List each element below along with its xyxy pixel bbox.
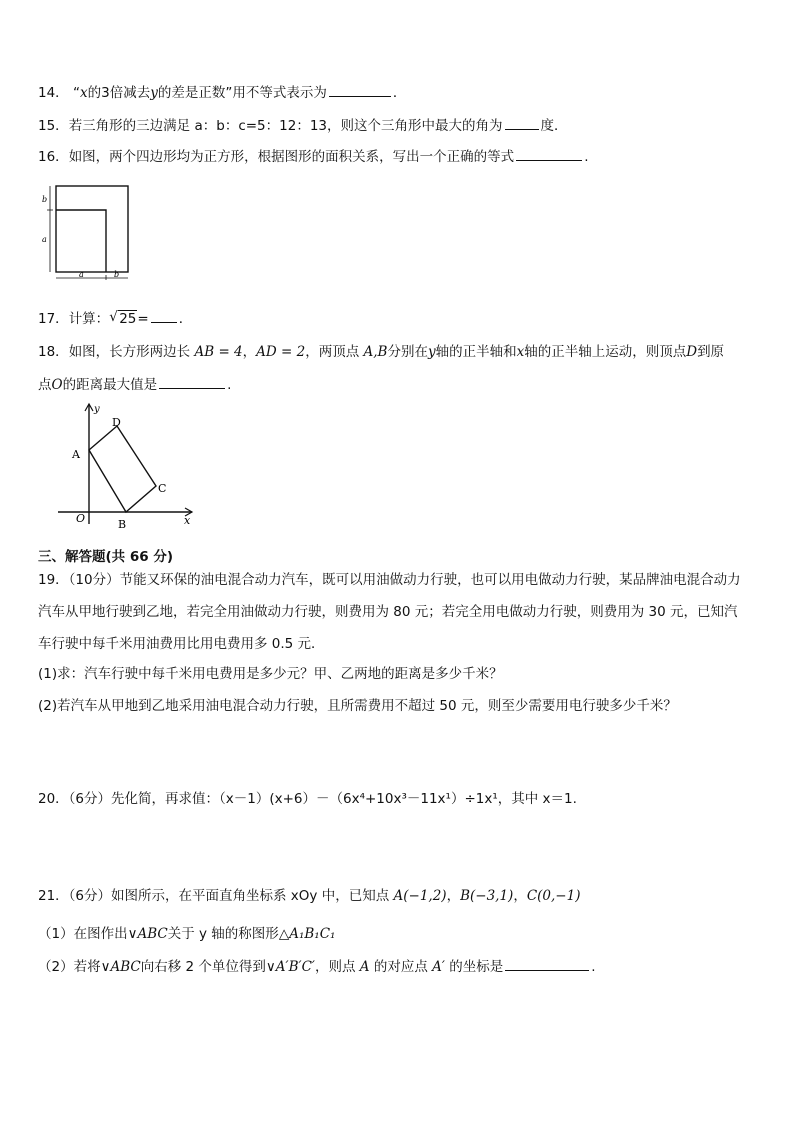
label-a: A (72, 448, 80, 461)
question-text: ，则点 (314, 959, 360, 975)
question-text: 计算： (68, 311, 110, 327)
point-c-coord: C(0,−1) (526, 888, 581, 904)
answer-blank[interactable] (159, 374, 225, 389)
question-19-line-2: 汽车从甲地行驶到乙地，若完全用油做动力行驶，则费用为 80 元；若完全用电做动力行驶，则费用为 30 元，已知汽 (38, 604, 738, 620)
question-number: 18． (38, 344, 69, 360)
question-text: 如图，长方形两边长 (68, 344, 195, 360)
rectangle-abcd (89, 426, 156, 512)
question-text: 轴的正半轴和 (435, 344, 517, 360)
question-text: 如图，两个四边形均为正方形，根据图形的面积关系，写出一个正确的等式 (68, 149, 515, 165)
question-end: . (584, 149, 589, 165)
question-19-part-2: (2)若汽车从甲地到乙地采用油电混合动力行驶，且所需费用不超过 50 元，则至少需要用电行驶多少千米？ (38, 698, 677, 714)
question-20: 20．（6分）先化简，再求值：（x－1）(x+6）－（6x⁴+10x³－11x¹）÷1x¹，其中 x＝1. (38, 791, 577, 807)
question-text: 的3倍减去 (87, 85, 151, 101)
question-18-line-1 (38, 343, 724, 361)
answer-blank[interactable] (151, 308, 177, 323)
section-heading: 三、解答题(共 66 分) (38, 549, 174, 565)
var-x: x (516, 344, 525, 360)
var-x: x (79, 85, 88, 101)
question-19-line-1: 19．（10分）节能又环保的油电混合动力汽车，既可以用油做动力行驶，也可以用电做动力行驶，某品牌油电混合动力 (38, 572, 741, 588)
question-text: 到原 (697, 344, 725, 360)
figure-16-squares (36, 180, 136, 280)
separator: ， (513, 888, 527, 904)
point-a-prime: A′ (432, 959, 445, 975)
point-a: A (359, 959, 370, 975)
figure-18-rectangle-axes (52, 400, 222, 536)
answer-blank[interactable] (505, 115, 539, 130)
label-o: O (76, 512, 86, 525)
question-text: （2）若将 (38, 959, 101, 975)
question-number: 17． (38, 311, 69, 327)
math-ad: AD = 2 (256, 344, 306, 360)
question-18-line-2 (38, 374, 231, 394)
question-21-line-1 (38, 887, 580, 905)
question-text: ，两顶点 (305, 344, 364, 360)
question-text: 向右移 2 个单位得到 (140, 959, 266, 975)
var-y: y (150, 85, 158, 101)
equals-sign: = (137, 311, 149, 327)
answer-blank[interactable] (329, 82, 391, 97)
triangle-a-prime: ∨A′B′C′ (265, 959, 315, 975)
question-text: 的坐标是 (444, 959, 504, 975)
question-14 (38, 82, 406, 102)
question-text: 若三角形的三边满足 a：b：c=5：12：13，则这个三角形中最大的角为 (68, 118, 503, 134)
question-number: 16． (38, 149, 69, 165)
label-b: B (118, 518, 127, 531)
question-number: 15． (38, 118, 69, 134)
question-17 (38, 308, 192, 328)
question-text: 的对应点 (369, 959, 433, 975)
question-15 (38, 115, 568, 135)
question-end: ． (178, 311, 193, 327)
label-b-left: b (42, 195, 48, 204)
question-text: 的距离最大值是 (62, 377, 158, 393)
quote-open: “ (72, 85, 80, 101)
question-text: 点 (38, 377, 52, 393)
answer-blank[interactable] (516, 146, 582, 161)
math-points: A,B (363, 344, 388, 360)
question-16 (38, 146, 588, 166)
answer-blank[interactable] (505, 956, 589, 971)
question-text: 21．（6分）如图所示，在平面直角坐标系 xOy 中，已知点 (38, 888, 394, 904)
var-y: y (427, 344, 436, 360)
question-end: 度． (540, 118, 568, 134)
point-d: D (686, 344, 698, 360)
sqrt-icon: √ (109, 309, 118, 325)
separator: ， (242, 344, 257, 360)
label-y: y (94, 404, 100, 415)
math-ab: AB = 4 (194, 344, 243, 360)
inner-square-edge (56, 210, 106, 272)
question-end: ． (392, 85, 407, 101)
question-21-part-2 (38, 956, 596, 976)
question-19-part-1: (1)求：汽车行驶中每千米用电费用是多少元？甲、乙两地的距离是多少千米？ (38, 666, 503, 682)
separator: ， (446, 888, 461, 904)
label-d: D (112, 416, 121, 429)
question-text: 分别在 (387, 344, 428, 360)
question-text: 关于 y 轴的称图形 (167, 926, 279, 942)
label-c: C (158, 482, 167, 495)
triangle-abc: ∨ABC (127, 926, 168, 942)
triangle-a1b1c1: △A₁B₁C₁ (278, 926, 336, 942)
label-a-left: a (42, 235, 47, 244)
triangle-abc: ∨ABC (100, 959, 141, 975)
sqrt-expression (109, 310, 137, 328)
question-number: 14． (38, 85, 69, 101)
radicand: 25 (119, 311, 137, 327)
point-a-coord: A(−1,2) (393, 888, 447, 904)
label-b-bottom: b (114, 270, 120, 279)
question-end: . (227, 377, 232, 393)
question-text: 轴的正半轴上运动，则顶点 (524, 344, 687, 360)
question-text: （1）在图作出 (38, 926, 128, 942)
question-19-line-3: 车行驶中每千米用油费用比用电费用多 0.5 元． (38, 636, 325, 652)
question-text: 的差是正数”用不等式表示为 (157, 85, 327, 101)
label-a-bottom: a (79, 270, 84, 279)
outer-square (56, 186, 128, 272)
point-b-coord: B(−3,1) (460, 888, 514, 904)
question-end: . (591, 959, 596, 975)
label-x: x (184, 514, 191, 527)
point-o: O (51, 377, 63, 393)
question-21-part-1 (38, 925, 335, 943)
